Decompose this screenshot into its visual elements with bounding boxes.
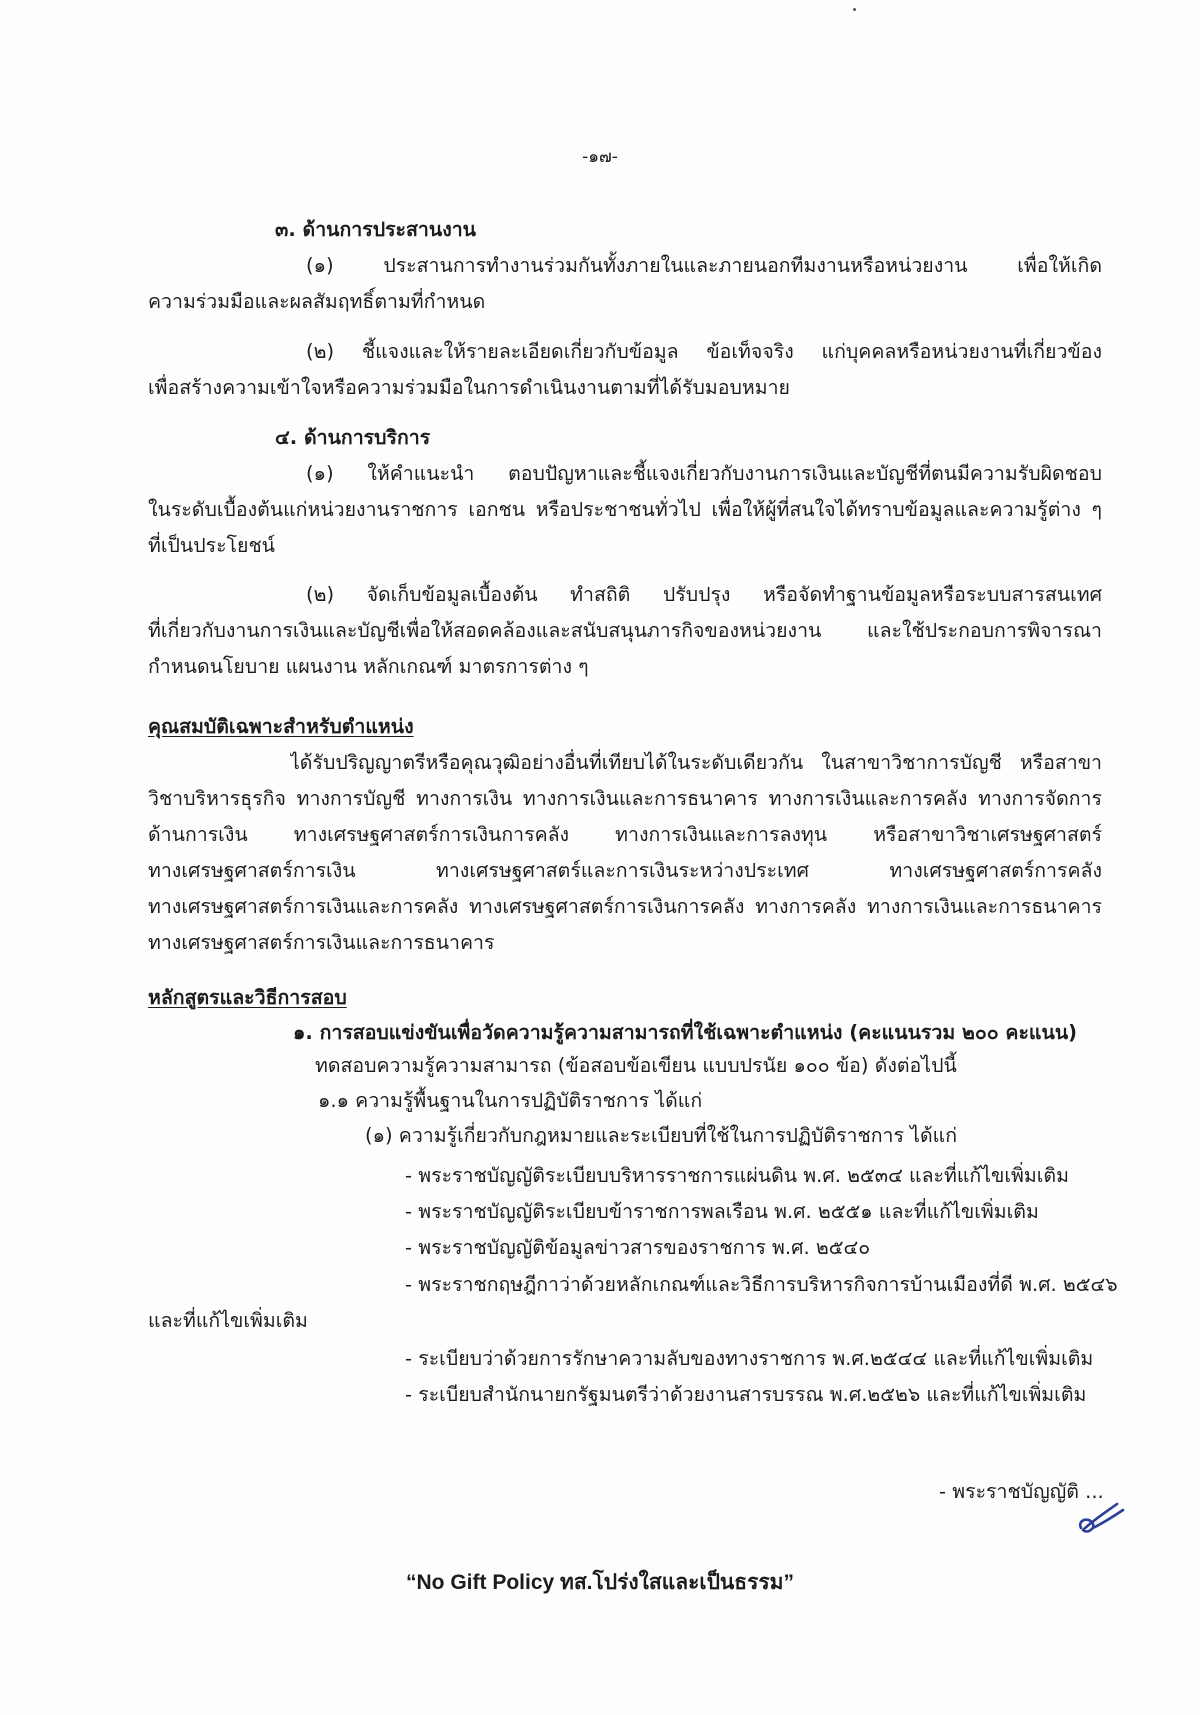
service-item-2-line-1: (๒) จัดเก็บข้อมูลเบื้องต้น ทำสถิติ ปรับปรุง หรือจัดทำฐานข้อมูลหรือระบบสารสนเทศ: [306, 583, 1102, 606]
service-item-1-line-1: (๑) ให้คำแนะนำ ตอบปัญหาและชี้แจงเกี่ยวกับงานการเงินและบัญชีที่ตนมีความรับผิดชอบ: [306, 462, 1102, 485]
service-item-2-line-2: ที่เกี่ยวกับงานการเงินและบัญชีเพื่อให้สอดคล้องและสนับสนุนภารกิจของหน่วยงาน และใช้ประกอบการพิจารณา: [148, 619, 1102, 642]
law-item-6: - ระเบียบสำนักนายกรัฐมนตรีว่าด้วยงานสารบรรณ พ.ศ.๒๕๒๖ และที่แก้ไขเพิ่มเติม: [405, 1383, 1087, 1406]
section-heading-coordination: ๓. ด้านการประสานงาน: [275, 218, 477, 241]
page-number: -๑๗-: [582, 147, 618, 167]
coordination-item-1-line-1: (๑) ประสานการทำงานร่วมกันทั้งภายในและภายนอกทีมงานหรือหน่วยงาน เพื่อให้เกิด: [306, 254, 1102, 277]
coordination-item-2-line-2: เพื่อสร้างความเข้าใจหรือความร่วมมือในการดำเนินงานตามที่ได้รับมอบหมาย: [148, 376, 790, 399]
law-item-3: - พระราชบัญญัติข้อมูลข่าวสารของราชการ พ.ศ. ๒๕๔๐: [405, 1236, 871, 1259]
law-item-2: - พระราชบัญญัติระเบียบข้าราชการพลเรือน พ.ศ. ๒๕๕๑ และที่แก้ไขเพิ่มเติม: [405, 1200, 1039, 1223]
qualifications-line-5: ทางเศรษฐศาสตร์การเงินและการคลัง ทางเศรษฐศาสตร์การเงินการคลัง ทางการคลัง ทางการเงินและการธนาคาร: [148, 895, 1102, 918]
service-item-2-line-3: กำหนดนโยบาย แผนงาน หลักเกณฑ์ มาตรการต่าง ๆ: [148, 655, 589, 678]
exam-item-1-1: ๑.๑ ความรู้พื้นฐานในการปฏิบัติราชการ ได้แก่: [318, 1089, 703, 1112]
service-item-1-line-3: ที่เป็นประโยชน์: [148, 534, 276, 557]
qualifications-line-1: ได้รับปริญญาตรีหรือคุณวุฒิอย่างอื่นที่เทียบได้ในระดับเดียวกัน ในสาขาวิชาการบัญชี หรือสาขา: [290, 751, 1102, 774]
law-item-1: - พระราชบัญญัติระเบียบบริหารราชการแผ่นดิน พ.ศ. ๒๕๓๔ และที่แก้ไขเพิ่มเติม: [405, 1164, 1069, 1187]
coordination-item-2-line-1: (๒) ชี้แจงและให้รายละเอียดเกี่ยวกับข้อมูล ข้อเท็จจริง แก่บุคคลหรือหน่วยงานที่เกี่ยวข้อง: [306, 340, 1102, 363]
scan-speck: [853, 8, 856, 11]
signature-initial-icon: [1073, 1498, 1129, 1542]
exam-heading: หลักสูตรและวิธีการสอบ: [148, 986, 347, 1009]
exam-sub-item-1: (๑) ความรู้เกี่ยวกับกฎหมายและระเบียบที่ใช้ในการปฏิบัติราชการ ได้แก่: [365, 1124, 957, 1147]
law-item-4-continuation: และที่แก้ไขเพิ่มเติม: [148, 1309, 308, 1332]
law-item-5: - ระเบียบว่าด้วยการรักษาความลับของทางราชการ พ.ศ.๒๕๔๔ และที่แก้ไขเพิ่มเติม: [405, 1347, 1094, 1370]
exam-item-1-description: ทดสอบความรู้ความสามารถ (ข้อสอบข้อเขียน แบบปรนัย ๑๐๐ ข้อ) ดังต่อไปนี้: [315, 1054, 957, 1077]
coordination-item-1-line-2: ความร่วมมือและผลสัมฤทธิ์ตามที่กำหนด: [148, 290, 486, 313]
section-heading-service: ๔. ด้านการบริการ: [275, 426, 431, 449]
qualifications-line-6: ทางเศรษฐศาสตร์การเงินและการธนาคาร: [148, 931, 495, 954]
continuation-marker: - พระราชบัญญัติ ...: [939, 1480, 1104, 1503]
service-item-1-line-2: ในระดับเบื้องต้นแก่หน่วยงานราชการ เอกชน หรือประชาชนทั่วไป เพื่อให้ผู้ที่สนใจได้ทราบข้อมูลและความรู้ต่าง ๆ: [148, 498, 1102, 521]
qualifications-line-3: ด้านการเงิน ทางเศรษฐศาสตร์การเงินการคลัง ทางการเงินและการลงทุน หรือสาขาวิชาเศรษฐศาสตร์: [148, 823, 1102, 846]
qualifications-line-2: วิชาบริหารธุรกิจ ทางการบัญชี ทางการเงิน ทางการเงินและการธนาคาร ทางการเงินและการคลัง ทางการจัดการ: [148, 787, 1102, 810]
qualifications-line-4: ทางเศรษฐศาสตร์การเงิน ทางเศรษฐศาสตร์และการเงินระหว่างประเทศ ทางเศรษฐศาสตร์การคลัง: [148, 859, 1102, 882]
exam-item-1: ๑. การสอบแข่งขันเพื่อวัดความรู้ความสามารถที่ใช้เฉพาะตำแหน่ง (คะแนนรวม ๒๐๐ คะแนน): [293, 1021, 1078, 1044]
qualifications-heading: คุณสมบัติเฉพาะสำหรับตำแหน่ง: [148, 715, 414, 738]
law-item-4: - พระราชกฤษฎีกาว่าด้วยหลักเกณฑ์และวิธีการบริหารกิจการบ้านเมืองที่ดี พ.ศ. ๒๕๔๖: [405, 1273, 1118, 1296]
footer-slogan: “No Gift Policy ทส.โปร่งใสและเป็นธรรม”: [406, 1571, 794, 1594]
